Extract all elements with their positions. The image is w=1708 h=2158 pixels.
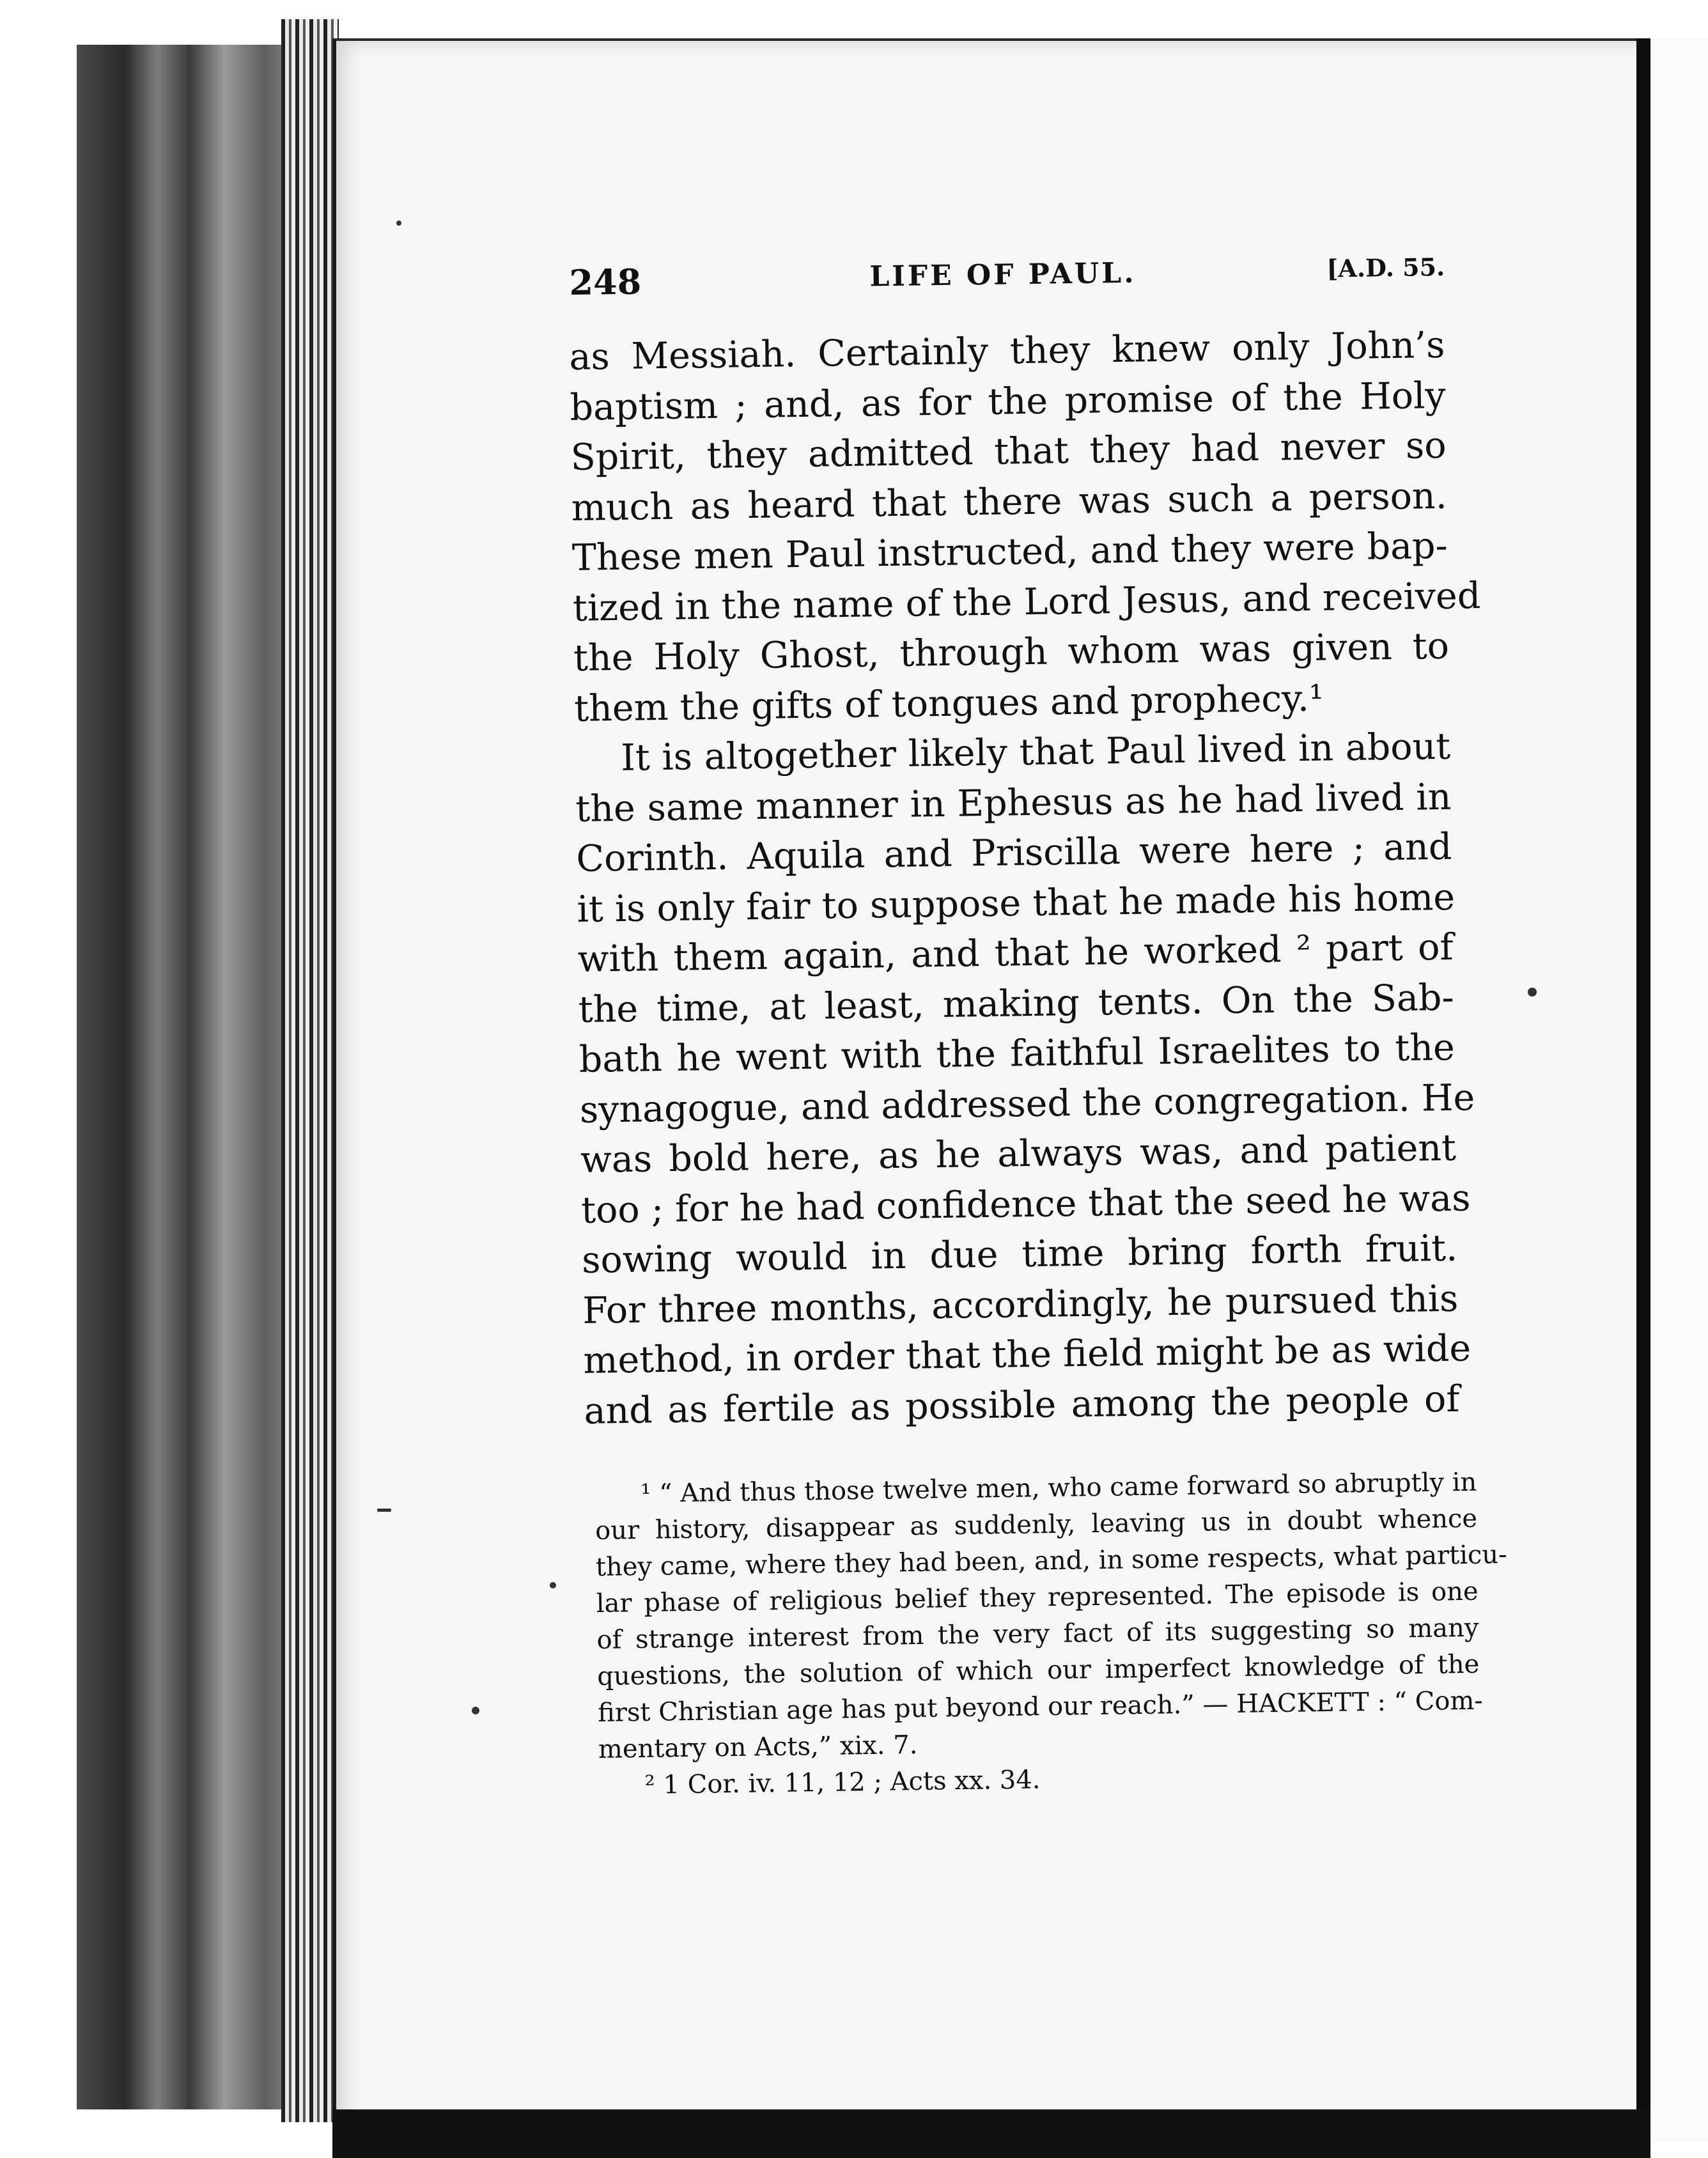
body-line: synagogue, and addressed the congregation. He	[579, 1076, 1475, 1131]
body-line: bath he went with the faithful Israelites to the	[578, 1026, 1456, 1081]
footnote-line: ¹ “ And thus those twelve men, who came forward so abruptly in	[640, 1467, 1477, 1509]
body-line: much as heard that there was such a person.	[571, 474, 1448, 529]
running-title: LIFE OF PAUL.	[869, 256, 1137, 293]
footnote-1	[594, 1464, 1507, 1768]
dust-speck	[1528, 988, 1537, 997]
body-line: These men Paul instructed, and they were bap-	[571, 524, 1448, 579]
body-line: the same manner in Ephesus as he had lived in	[575, 775, 1452, 830]
dust-speck	[377, 1509, 391, 1512]
page-stack-edge	[281, 19, 339, 2122]
body-line: them the gifts of tongues and prophecy.¹	[573, 677, 1324, 730]
body-line: sowing would in due time bring forth fruit.	[581, 1227, 1458, 1282]
body-line: as Messiah. Certainly they knew only John’s	[569, 323, 1445, 378]
body-line: the time, at least, making tents. On the Sab-	[578, 976, 1455, 1031]
footnote-line: ² 1 Cor. iv. 11, 12 ; Acts xx. 34.	[644, 1765, 1041, 1800]
body-line: was bold here, as he always was, and patient	[580, 1126, 1457, 1181]
footnote-line: our history, disappear as suddenly, leaving us in doubt whence	[594, 1503, 1478, 1546]
right-margin-strip	[1650, 38, 1708, 2141]
page-number: 248	[569, 261, 642, 303]
body-line: For three months, accordingly, he pursued this	[582, 1277, 1459, 1332]
body-line: baptism ; and, as for the promise of the Holy	[570, 374, 1446, 429]
body-line: it is only fair to suppose that he made his home	[577, 876, 1456, 931]
body-line: too ; for he had confidence that the seed he was	[580, 1176, 1471, 1232]
footnote-line: first Christian age has put beyond our reach.” — HACKETT : “ Com-	[597, 1686, 1484, 1728]
footnote-line: lar phase of religious belief they represented. The episode is one	[596, 1576, 1479, 1618]
body-line: It is altogether likely that Paul lived in about	[620, 725, 1451, 779]
body-line: Corinth. Aquila and Priscilla were here ; and	[576, 825, 1452, 880]
body-text	[569, 320, 1481, 1436]
footnote-line: mentary on Acts,” xix. 7.	[598, 1730, 918, 1764]
bottom-shadow	[332, 2109, 1650, 2158]
right-page-edge	[1636, 38, 1650, 2141]
body-line: tized in the name of the Lord Jesus, and received	[572, 574, 1481, 630]
footnote-line: of strange interest from the very fact of its suggesting so many	[596, 1613, 1479, 1655]
dust-speck	[550, 1582, 556, 1588]
footnote-line: they came, where they had been, and, in some respects, what particu-	[595, 1540, 1507, 1582]
body-line: the Holy Ghost, through whom was given to	[573, 625, 1450, 679]
header-date: [A.D. 55.	[1326, 252, 1445, 283]
dust-speck	[396, 221, 401, 226]
dust-speck	[472, 1707, 479, 1714]
body-line: with them again, and that he worked ² part of	[577, 926, 1454, 981]
body-line: method, in order that the field might be as wide	[583, 1327, 1471, 1382]
footnote-line: questions, the solution of which our imperfect knowledge of the	[597, 1649, 1480, 1691]
body-line: Spirit, they admitted that they had never so	[570, 424, 1447, 479]
body-line: and as fertile as possible among the people of	[584, 1378, 1460, 1432]
footnotes	[594, 1464, 1507, 1805]
